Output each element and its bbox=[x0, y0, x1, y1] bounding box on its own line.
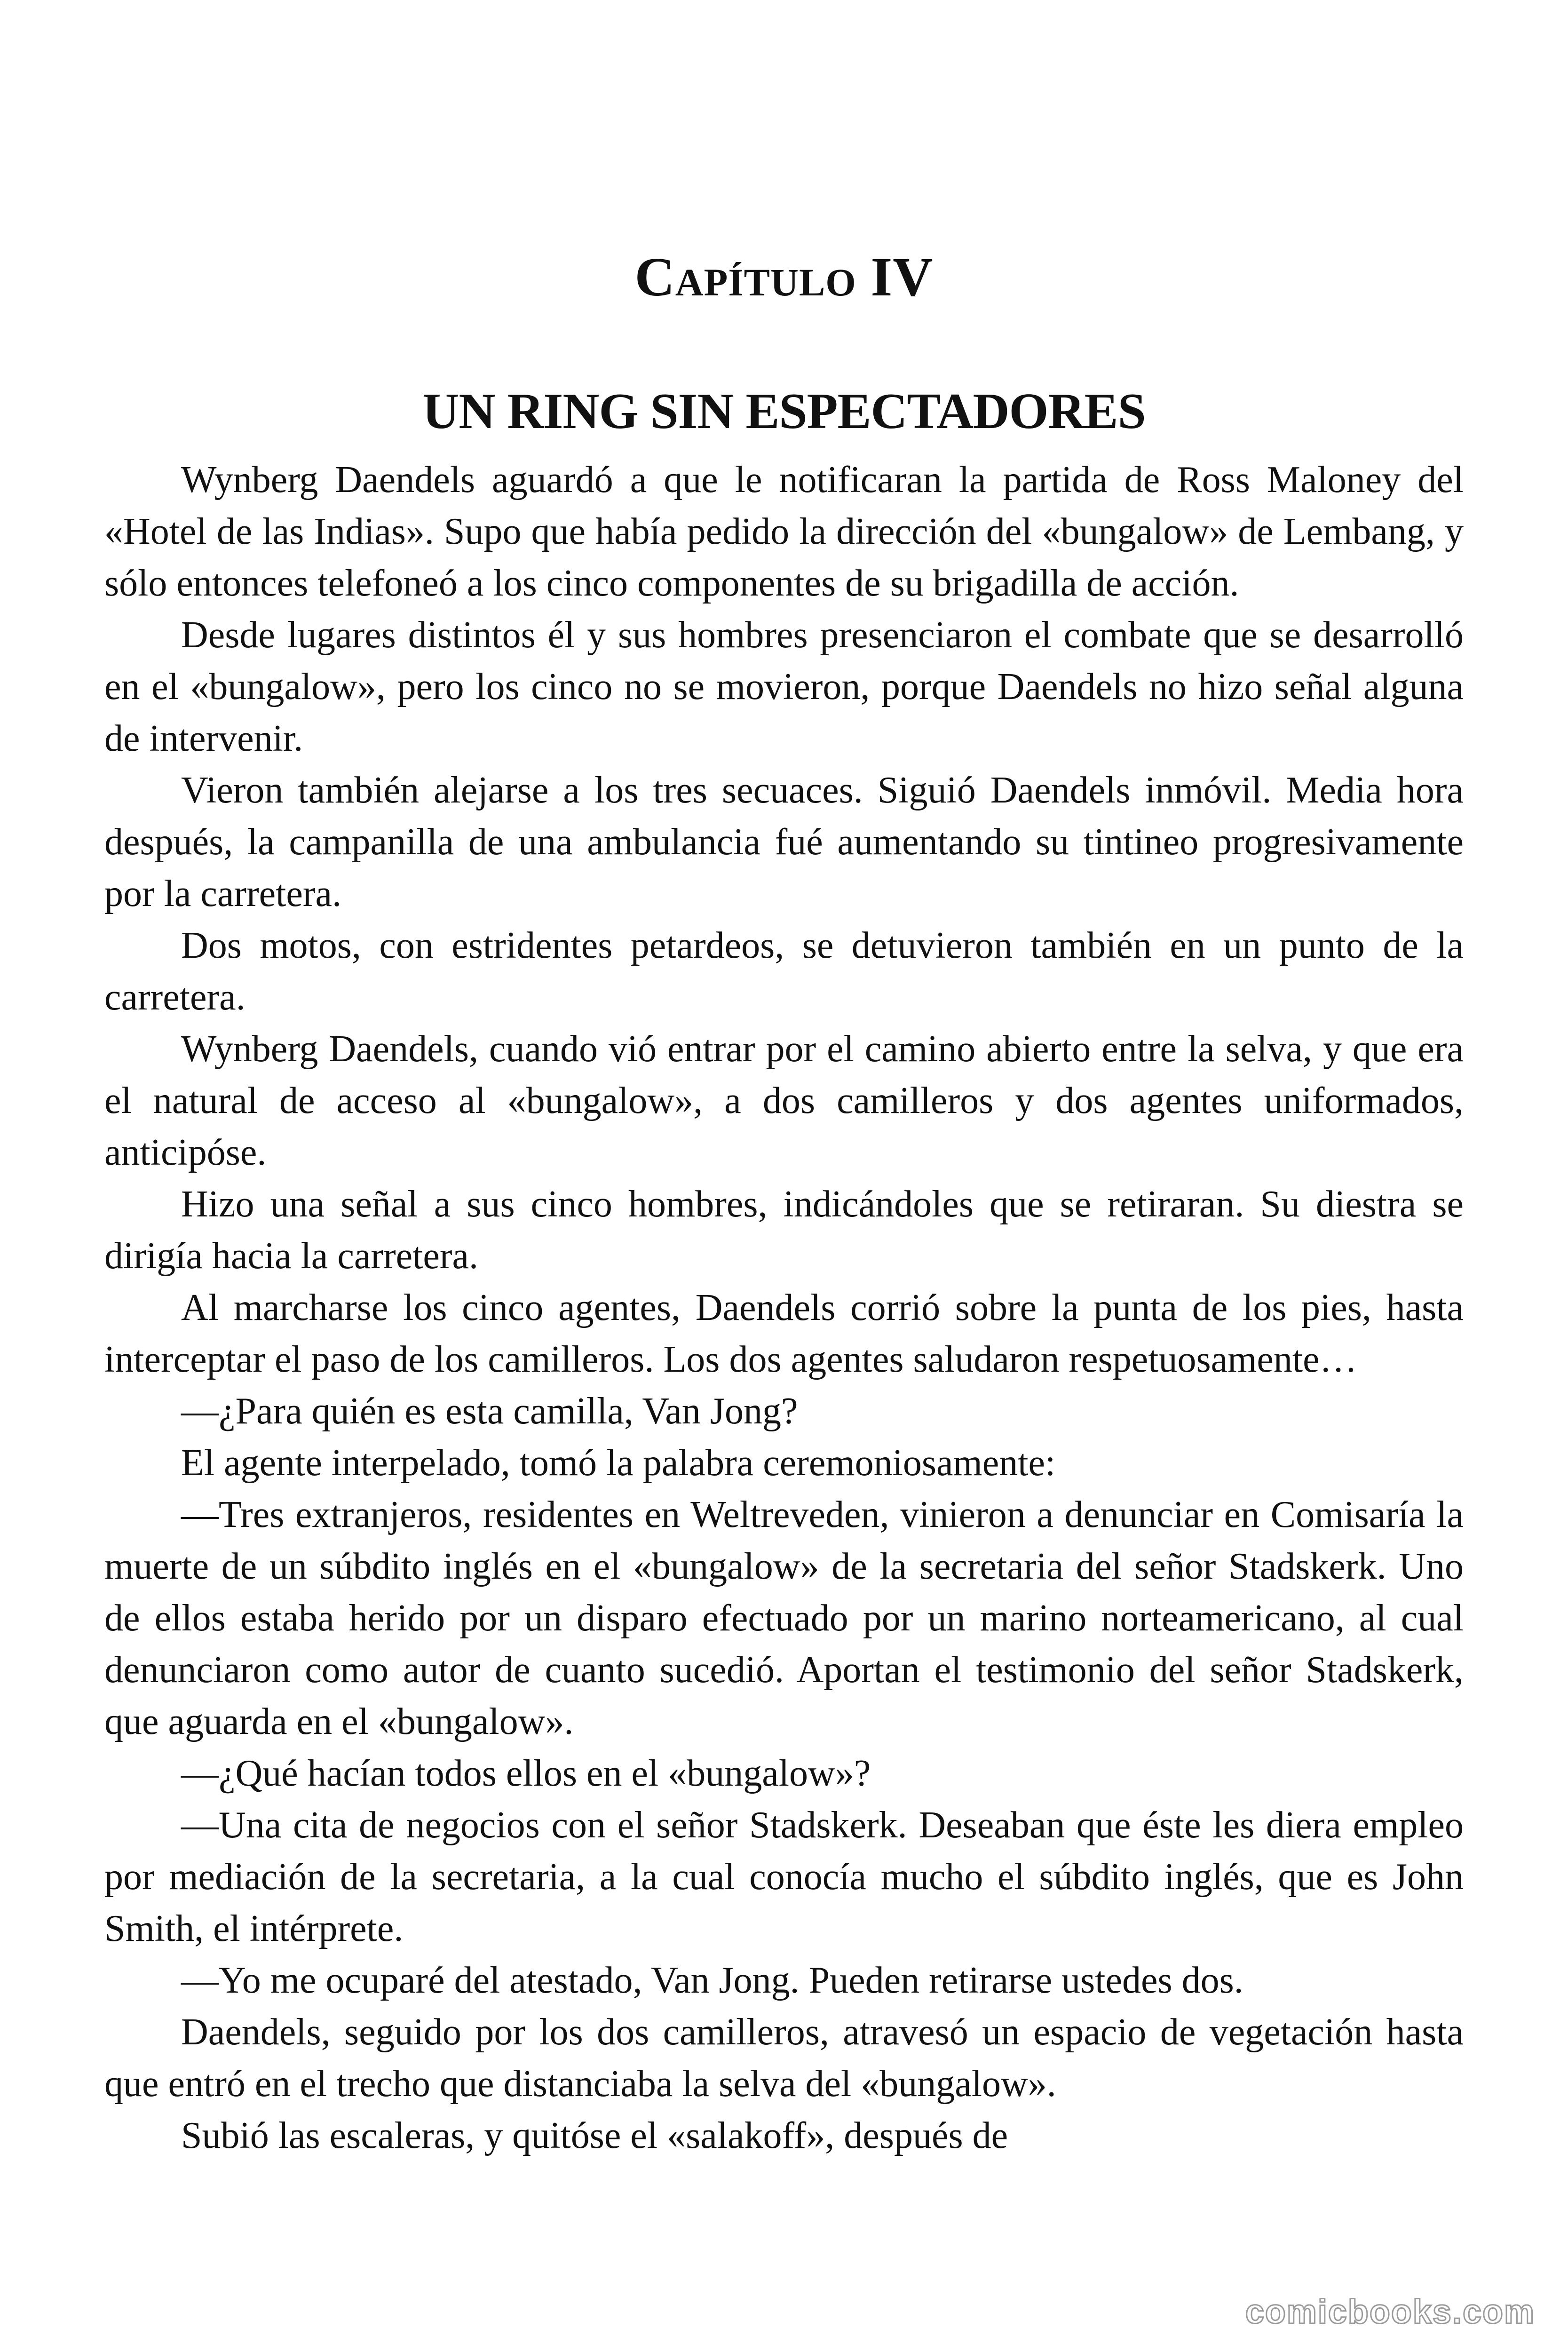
watermark-logo: comicbooks.com bbox=[1245, 2293, 1535, 2331]
dialogue-line: —Una cita de negocios con el señor Stadskerk. Deseaban que éste les diera empleo por mediación de la secretaria, a la cual conocía mucho el súbdito inglés, que es John Smith, el intérprete. bbox=[104, 1804, 1464, 1949]
paragraph: Al marcharse los cinco agentes, Daendels corrió sobre la punta de los pies, hasta interceptar el paso de los camilleros. Los dos agentes saludaron respetuosamente… bbox=[104, 1287, 1464, 1380]
paragraph: Subió las escaleras, y quitóse el «salakoff», después de bbox=[181, 2115, 1008, 2156]
paragraph: Wynberg Daendels aguardó a que le notificaran la partida de Ross Maloney del «Hotel de las Indias». Supo que había pedido la dirección del «bungalow» de Lembang, y sólo entonces telefoneó a los cinco componentes de su brigadilla de acción. bbox=[104, 459, 1464, 604]
paragraph: Hizo una señal a sus cinco hombres, indicándoles que se retiraran. Su diestra se dirigía hacia la carretera. bbox=[104, 1184, 1464, 1277]
paragraph: Wynberg Daendels, cuando vió entrar por el camino abierto entre la selva, y que era el natural de acceso al «bungalow», a dos camilleros y dos agentes uniformados, anticipóse. bbox=[104, 1028, 1464, 1173]
dialogue-line: —Tres extranjeros, residentes en Weltreveden, vinieron a denunciar en Comisaría la muerte de un súbdito inglés en el «bungalow» de la secretaria del señor Stadskerk. Uno de ellos estaba herido por un disparo efectuado por un marino norteamericano, al cual denunciaron como autor de cuanto sucedió. Aportan el testimonio del señor Stadskerk, que aguarda en el «bungalow». bbox=[104, 1494, 1464, 1742]
dialogue-line: —¿Qué hacían todos ellos en el «bungalow»? bbox=[181, 1753, 871, 1794]
dialogue-line: —¿Para quién es esta camilla, Van Jong? bbox=[181, 1391, 798, 1432]
paragraph: Desde lugares distintos él y sus hombres presenciaron el combate que se desarrolló en el «bungalow», pero los cinco no se movieron, porque Daendels no hizo señal alguna de intervenir. bbox=[104, 614, 1464, 759]
chapter-body bbox=[104, 454, 1464, 2161]
paragraph: El agente interpelado, tomó la palabra ceremoniosamente: bbox=[181, 1442, 1056, 1484]
paragraph: Vieron también alejarse a los tres secuaces. Siguió Daendels inmóvil. Media hora después, la campanilla de una ambulancia fué aumentando su tintineo progresivamente por la carretera. bbox=[104, 770, 1464, 914]
chapter-heading: Capítulo IV bbox=[634, 246, 934, 308]
paragraph: Dos motos, con estridentes petardeos, se detuvieron también en un punto de la carretera. bbox=[104, 925, 1464, 1018]
paragraph: Daendels, seguido por los dos camilleros, atravesó un espacio de vegetación hasta que entró en el trecho que distanciaba la selva del «bungalow». bbox=[104, 2011, 1464, 2105]
chapter-title: UN RING SIN ESPECTADORES bbox=[422, 383, 1146, 439]
dialogue-line: —Yo me ocuparé del atestado, Van Jong. Pueden retirarse ustedes dos. bbox=[181, 1960, 1243, 2001]
